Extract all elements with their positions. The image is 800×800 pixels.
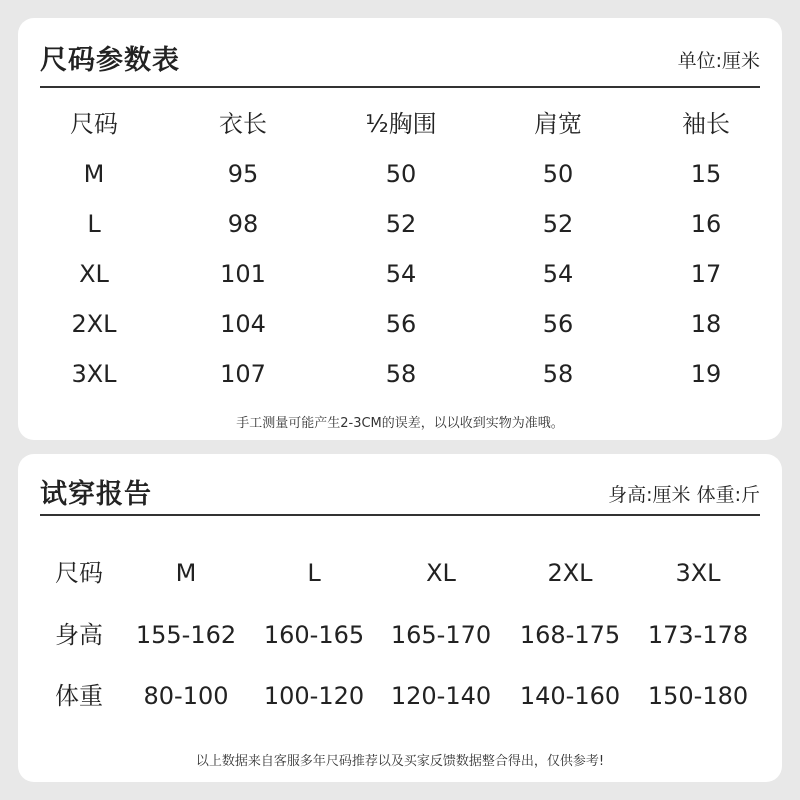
cell-length: 98 bbox=[227, 210, 259, 238]
cell-row-label: 尺码 bbox=[55, 559, 103, 587]
table-row bbox=[18, 676, 782, 716]
cell-value: 140-160 bbox=[519, 682, 621, 710]
fit-report-note: 以上数据来自客服多年尺码推荐以及买家反馈数据整合得出，仅供参考! bbox=[195, 754, 605, 769]
table-row bbox=[18, 615, 782, 655]
cell-sleeve: 17 bbox=[690, 260, 722, 288]
cell-half-chest: 58 bbox=[385, 360, 417, 388]
cell-value: 80-100 bbox=[143, 682, 229, 710]
cell-value: 155-162 bbox=[135, 621, 237, 649]
cell-size: M bbox=[83, 160, 105, 188]
header-size: 尺码 bbox=[70, 110, 118, 138]
cell-value: 168-175 bbox=[519, 621, 621, 649]
fit-report-title: 试穿报告 bbox=[40, 479, 152, 510]
cell-value: 100-120 bbox=[263, 682, 365, 710]
cell-size: XL bbox=[79, 260, 109, 288]
cell-half-chest: 50 bbox=[385, 160, 417, 188]
size-chart-header-row bbox=[18, 104, 782, 144]
cell-value: 165-170 bbox=[390, 621, 492, 649]
cell-length: 95 bbox=[227, 160, 259, 188]
fit-report-divider bbox=[40, 514, 760, 516]
fit-report-unit: 身高:厘米 体重:斤 bbox=[608, 484, 760, 506]
table-row bbox=[18, 204, 782, 244]
cell-length: 104 bbox=[220, 310, 266, 338]
table-row bbox=[18, 553, 782, 593]
fit-report-card bbox=[18, 454, 782, 782]
cell-row-label: 身高 bbox=[55, 621, 103, 649]
cell-size: 2XL bbox=[71, 310, 117, 338]
cell-value: 2XL bbox=[547, 559, 593, 587]
cell-value: L bbox=[307, 559, 321, 587]
size-chart-title: 尺码参数表 bbox=[40, 45, 180, 76]
header-half-chest: ½胸围 bbox=[365, 110, 437, 138]
header-length: 衣长 bbox=[219, 110, 267, 138]
cell-sleeve: 16 bbox=[690, 210, 722, 238]
cell-value: 3XL bbox=[675, 559, 721, 587]
cell-value: XL bbox=[426, 559, 456, 587]
cell-half-chest: 54 bbox=[385, 260, 417, 288]
size-chart-divider bbox=[40, 86, 760, 88]
size-chart-card bbox=[18, 18, 782, 440]
cell-shoulder: 54 bbox=[542, 260, 574, 288]
cell-half-chest: 56 bbox=[385, 310, 417, 338]
size-chart-unit: 单位:厘米 bbox=[677, 50, 760, 72]
cell-shoulder: 52 bbox=[542, 210, 574, 238]
cell-size: L bbox=[87, 210, 101, 238]
table-row bbox=[18, 354, 782, 394]
cell-length: 107 bbox=[220, 360, 266, 388]
cell-value: 120-140 bbox=[390, 682, 492, 710]
cell-row-label: 体重 bbox=[55, 682, 103, 710]
cell-shoulder: 56 bbox=[542, 310, 574, 338]
table-row bbox=[18, 154, 782, 194]
cell-shoulder: 58 bbox=[542, 360, 574, 388]
cell-value: M bbox=[175, 559, 197, 587]
cell-value: 173-178 bbox=[647, 621, 749, 649]
cell-value: 160-165 bbox=[263, 621, 365, 649]
table-row bbox=[18, 254, 782, 294]
header-sleeve: 袖长 bbox=[682, 110, 730, 138]
cell-half-chest: 52 bbox=[385, 210, 417, 238]
cell-size: 3XL bbox=[71, 360, 117, 388]
table-row bbox=[18, 304, 782, 344]
header-shoulder: 肩宽 bbox=[534, 110, 582, 138]
cell-value: 150-180 bbox=[647, 682, 749, 710]
cell-length: 101 bbox=[220, 260, 266, 288]
cell-sleeve: 19 bbox=[690, 360, 722, 388]
cell-shoulder: 50 bbox=[542, 160, 574, 188]
size-chart-note: 手工测量可能产生2-3CM的误差，以以收到实物为准哦。 bbox=[236, 416, 564, 431]
cell-sleeve: 18 bbox=[690, 310, 722, 338]
cell-sleeve: 15 bbox=[690, 160, 722, 188]
